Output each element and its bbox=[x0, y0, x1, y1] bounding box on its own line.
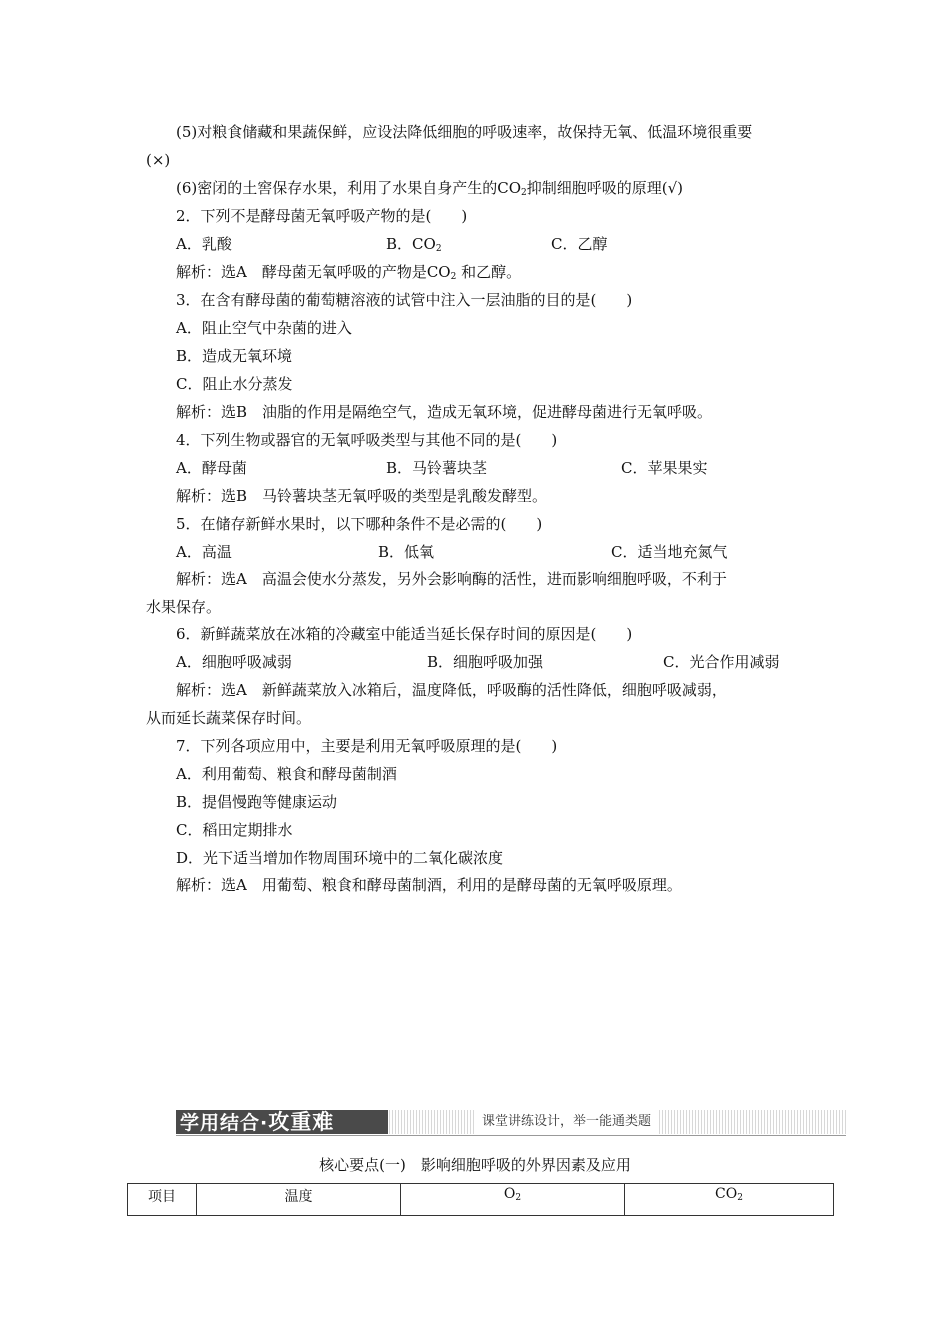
q4-option-a: A．酵母菌 bbox=[176, 459, 247, 477]
q6-answer-line1: 解析：选A 新鲜蔬菜放入冰箱后，温度降低，呼吸酶的活性降低，细胞呼吸减弱， bbox=[176, 681, 727, 699]
question-7: 7．下列各项应用中，主要是利用无氧呼吸原理的是( ) bbox=[176, 737, 558, 755]
q7-option-d: D．光下适当增加作物周围环境中的二氧化碳浓度 bbox=[176, 849, 504, 867]
q3-option-b: B．造成无氧环境 bbox=[176, 347, 293, 365]
q6-option-b: B．细胞呼吸加强 bbox=[427, 653, 544, 671]
q3-answer: 解析：选B 油脂的作用是隔绝空气，造成无氧环境，促进酵母菌进行无氧呼吸。 bbox=[176, 403, 713, 421]
question-3: 3．在含有酵母菌的葡萄糖溶液的试管中注入一层油脂的目的是( ) bbox=[176, 291, 633, 309]
q3-option-c: C．阻止水分蒸发 bbox=[176, 375, 293, 393]
q2-option-b: B．$CO_2$ bbox=[386, 235, 442, 254]
q2-answer: 解析：选A 酵母菌无氧呼吸的产物是$CO_2$ 和乙醇。 bbox=[176, 263, 522, 282]
question-4: 4．下列生物或器官的无氧呼吸类型与其他不同的是( ) bbox=[176, 431, 558, 449]
q6-option-c: C．光合作用减弱 bbox=[663, 653, 780, 671]
q7-option-a: A．利用葡萄、粮食和酵母菌制酒 bbox=[176, 765, 397, 783]
q5-answer-line2: 水果保存。 bbox=[146, 598, 222, 616]
table-header-item: 项目 bbox=[128, 1184, 197, 1216]
q4-answer: 解析：选B 马铃薯块茎无氧呼吸的类型是乳酸发酵型。 bbox=[176, 487, 548, 505]
section-banner bbox=[176, 1110, 846, 1138]
q4-option-b: B．马铃薯块茎 bbox=[386, 459, 488, 477]
q6-answer-line2: 从而延长蔬菜保存时间。 bbox=[146, 709, 312, 727]
statement-5-mark: (×) bbox=[146, 151, 171, 169]
banner-title: 学用结合·攻重难 bbox=[176, 1110, 388, 1134]
question-5: 5．在储存新鲜水果时，以下哪种条件不是必需的( ) bbox=[176, 515, 543, 533]
statement-6: (6)密闭的土窖保存水果，利用了水果自身产生的$CO_2$抑制细胞呼吸的原理(√) bbox=[176, 179, 684, 198]
question-6: 6．新鲜蔬菜放在冰箱的冷藏室中能适当延长保存时间的原因是( ) bbox=[176, 625, 633, 643]
q5-option-a: A．高温 bbox=[176, 543, 232, 561]
q5-option-b: B．低氧 bbox=[378, 543, 435, 561]
question-2: 2．下列不是酵母菌无氧呼吸产物的是( ) bbox=[176, 207, 468, 225]
factors-table bbox=[127, 1183, 834, 1216]
q7-option-c: C．稻田定期排水 bbox=[176, 821, 293, 839]
q4-option-c: C．苹果果实 bbox=[621, 459, 708, 477]
q7-answer: 解析：选A 用葡萄、粮食和酵母菌制酒，利用的是酵母菌的无氧呼吸原理。 bbox=[176, 876, 682, 894]
q6-option-a: A．细胞呼吸减弱 bbox=[176, 653, 292, 671]
q5-answer-line1: 解析：选A 高温会使水分蒸发，另外会影响酶的活性，进而影响细胞呼吸，不利于 bbox=[176, 570, 727, 588]
q7-option-b: B．提倡慢跑等健康运动 bbox=[176, 793, 338, 811]
banner-divider bbox=[176, 1135, 846, 1136]
section-heading: 核心要点(一) 影响细胞呼吸的外界因素及应用 bbox=[319, 1156, 631, 1174]
q2-option-c: C．乙醇 bbox=[551, 235, 608, 253]
q3-option-a: A．阻止空气中杂菌的进入 bbox=[176, 319, 352, 337]
table-header-row bbox=[128, 1184, 834, 1216]
table-header-oxygen: $O_2$ bbox=[401, 1184, 625, 1216]
statement-5: (5)对粮食储藏和果蔬保鲜，应设法降低细胞的呼吸速率，故保持无氧、低温环境很重要 bbox=[176, 123, 753, 141]
q5-option-c: C．适当地充氮气 bbox=[611, 543, 728, 561]
table-header-co2: $CO_2$ bbox=[625, 1184, 834, 1216]
banner-caption: 课堂讲练设计，举一能通类题 bbox=[476, 1110, 657, 1134]
table-header-temperature: 温度 bbox=[197, 1184, 401, 1216]
q2-option-a: A．乳酸 bbox=[176, 235, 232, 253]
